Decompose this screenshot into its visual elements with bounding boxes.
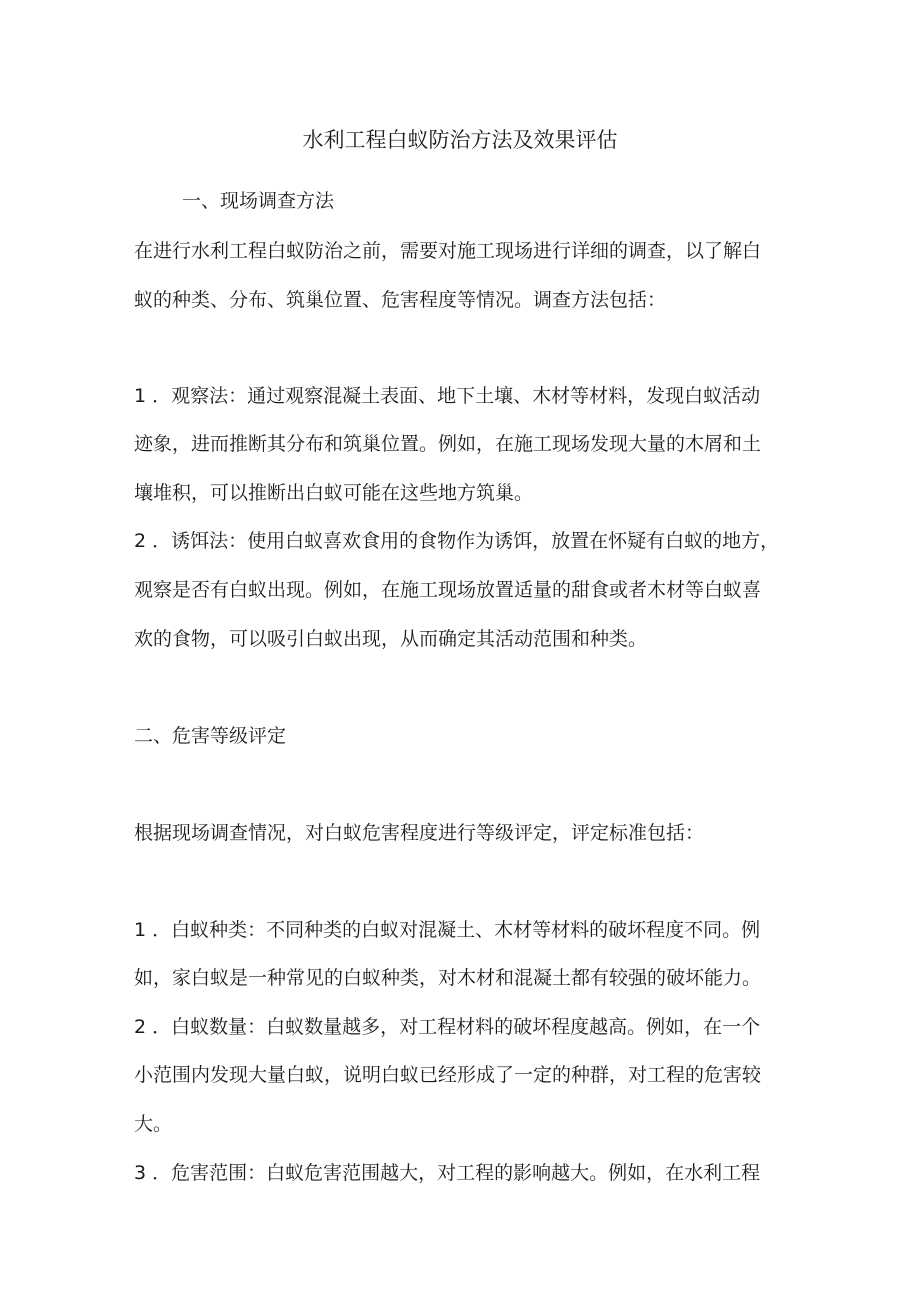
paragraph-line: 2 ．白蚁数量：白蚁数量越多，对工程材料的破坏程度越高。例如，在一个 (134, 1016, 761, 1038)
paragraph-line: 3 ．危害范围：白蚁危害范围越大，对工程的影响越大。例如，在水利工程 (134, 1162, 761, 1184)
document-title: 水利工程白蚁防治方法及效果评估 (302, 128, 618, 152)
paragraph-line: 蚁的种类、分布、筑巢位置、危害程度等情况。调查方法包括： (134, 289, 667, 311)
paragraph-line: 欢的食物，可以吸引白蚁出现，从而确定其活动范围和种类。 (134, 628, 648, 650)
paragraph-line: 大。 (134, 1113, 173, 1135)
paragraph-line: 迹象，进而推断其分布和筑巢位置。例如，在施工现场发现大量的木屑和土 (134, 433, 762, 455)
paragraph-line: 小范围内发现大量白蚁，说明白蚁已经形成了一定的种群，对工程的危害较 (134, 1064, 762, 1086)
paragraph-line: 如，家白蚁是一种常见的白蚁种类，对木材和混凝土都有较强的破坏能力。 (134, 967, 762, 989)
paragraph-line: 在进行水利工程白蚁防治之前，需要对施工现场进行详细的调查，以了解白 (134, 240, 762, 262)
paragraph-line: 2 ．诱饵法：使用白蚁喜欢食用的食物作为诱饵，放置在怀疑有白蚁的地方， (134, 530, 780, 552)
paragraph-line: 观察是否有白蚁出现。例如，在施工现场放置适量的甜食或者木材等白蚁喜 (134, 579, 762, 601)
section-heading-1: 一、现场调查方法 (182, 190, 335, 212)
paragraph-line: 1 ．观察法：通过观察混凝土表面、地下土壤、木材等材料，发现白蚁活动 (134, 385, 761, 407)
section2-intro-paragraph: 根据现场调查情况，对白蚁危害程度进行等级评定，评定标准包括： (134, 822, 705, 844)
paragraph-line: 1 ．白蚁种类：不同种类的白蚁对混凝土、木材等材料的破坏程度不同。例 (134, 919, 761, 941)
paragraph-line: 壤堆积，可以推断出白蚁可能在这些地方筑巢。 (134, 482, 534, 504)
section-heading-2: 二、危害等级评定 (134, 725, 287, 747)
